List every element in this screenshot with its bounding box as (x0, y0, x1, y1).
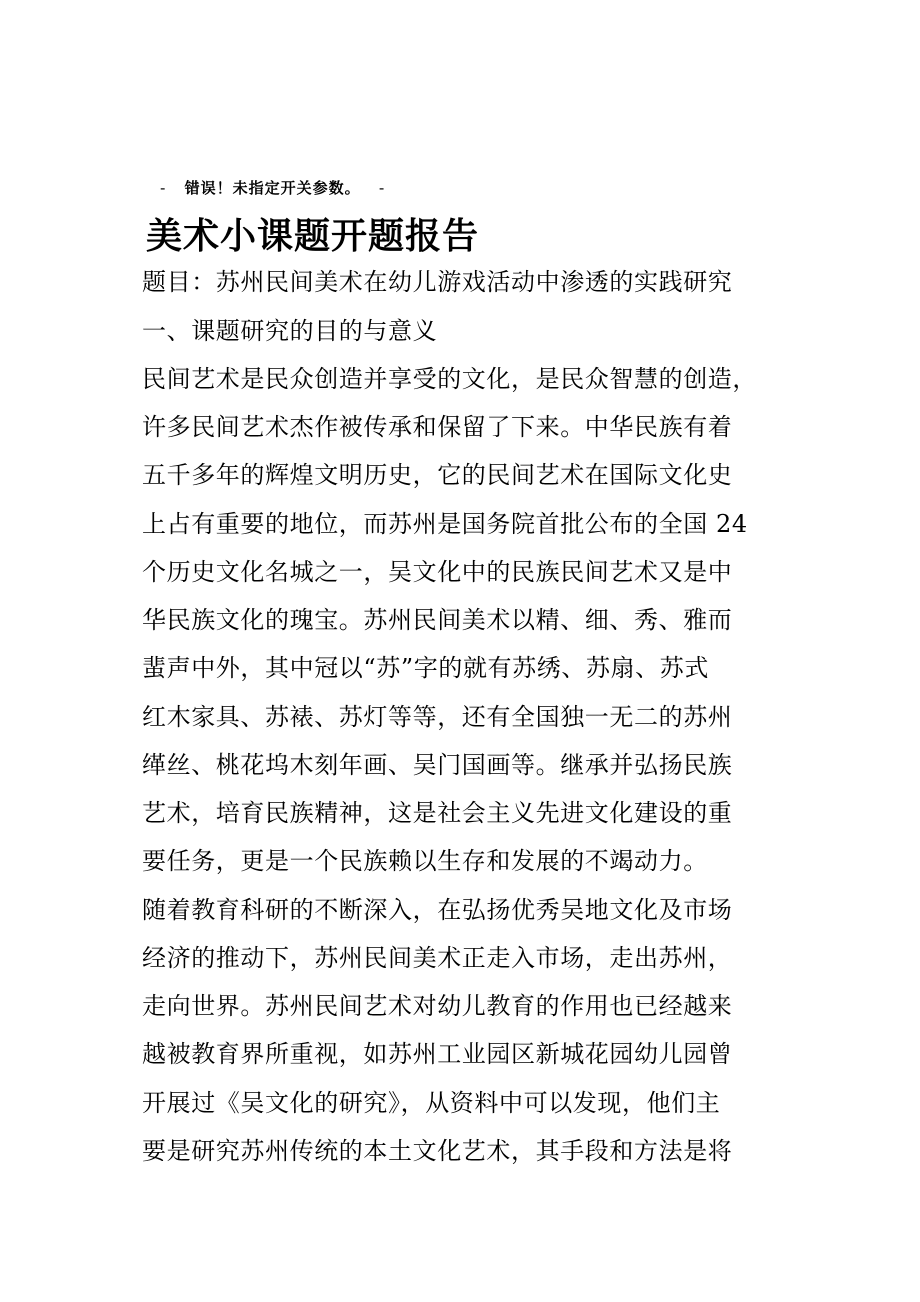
paragraph-line: 红木家具、苏裱、苏灯等等，还有全国独一无二的苏州 (142, 703, 733, 731)
document-title: 美术小课题开题报告 (146, 216, 480, 257)
paragraph-line: 越被教育界所重视，如苏州工业园区新城花园幼儿园曾 (142, 1040, 733, 1068)
paragraph-line: 个历史文化名城之一，吴文化中的民族民间艺术又是中 (142, 558, 733, 586)
paragraph-line: 艺术，培育民族精神，这是社会主义先进文化建设的重 (142, 799, 733, 827)
paragraph-line: 走向世界。苏州民间艺术对幼儿教育的作用也已经越来 (142, 992, 733, 1020)
paragraph-line: 缂丝、桃花坞木刻年画、吴门国画等。继承并弘扬民族 (142, 751, 733, 779)
paragraph-line: 要是研究苏州传统的本土文化艺术，其手段和方法是将 (142, 1137, 733, 1165)
paragraph-line: 开展过《吴文化的研究》，从资料中可以发现，他们主 (142, 1089, 721, 1117)
subject-line: 题目：苏州民间美术在幼儿游戏活动中渗透的实践研究 (142, 268, 733, 296)
section-heading: 一、课题研究的目的与意义 (142, 317, 438, 345)
paragraph-line: 华民族文化的瑰宝。苏州民间美术以精、细、秀、雅而 (142, 606, 733, 634)
header-field-error: 错误！未指定开关参数。 (184, 179, 361, 197)
paragraph-line: 蜚声中外，其中冠以“苏”字的就有苏绣、苏扇、苏式 (142, 654, 709, 682)
page-header (148, 177, 397, 198)
paragraph-line: 民间艺术是民众创造并享受的文化，是民众智慧的创造， (142, 365, 757, 393)
header-dash-left: - (160, 179, 167, 197)
paragraph-line: 随着教育科研的不断深入，在弘扬优秀吴地文化及市场 (142, 896, 733, 924)
paragraph-line: 要任务，更是一个民族赖以生存和发展的不竭动力。 (142, 847, 708, 875)
paragraph-line: 上占有重要的地位，而苏州是国务院首批公布的全国 24 (142, 510, 748, 538)
paragraph-line: 经济的推动下，苏州民间美术正走入市场，走出苏州， (142, 944, 733, 972)
paragraph-line: 许多民间艺术杰作被传承和保留了下来。中华民族有着 (142, 413, 733, 441)
header-dash-right: - (378, 179, 386, 197)
paragraph-line: 五千多年的辉煌文明历史，它的民间艺术在国际文化史 (142, 461, 733, 489)
